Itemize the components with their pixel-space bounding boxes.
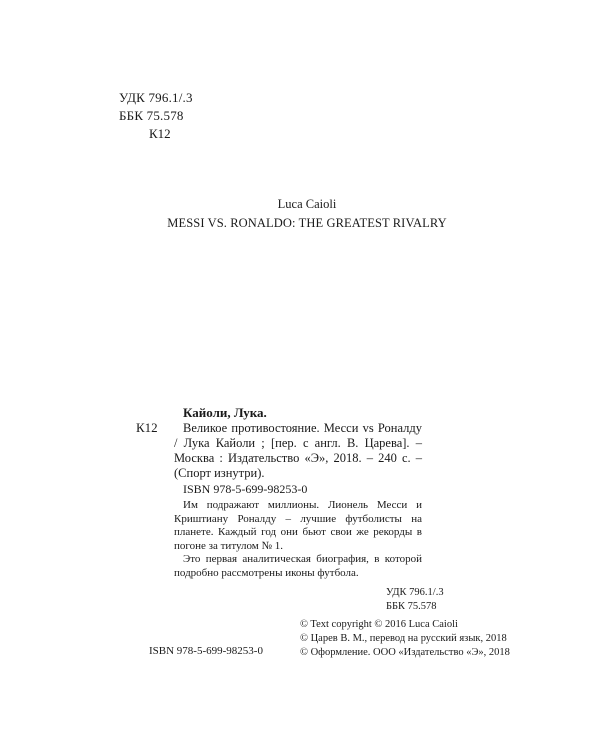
original-title: MESSI VS. RONALDO: THE GREATEST RIVALRY bbox=[167, 216, 447, 230]
copyright-line: © Царев В. М., перевод на русский язык, 2018 bbox=[300, 633, 507, 644]
copyright-block bbox=[300, 618, 510, 660]
original-author: Luca Caioli bbox=[277, 197, 337, 211]
record-isbn: ISBN 978-5-699-98253-0 bbox=[183, 482, 308, 496]
copyright-line: © Оформление. ООО «Издательство «Э», 2018 bbox=[300, 647, 510, 658]
udk-code-bottom: УДК 796.1/.3 bbox=[386, 587, 444, 598]
author-code-record: К12 bbox=[136, 420, 158, 435]
record-description: Великое противостояние. Месси vs Роналду / Лука Кайоли ; [пер. с англ. В. Царева]. – Москва : Издательство «Э», 2018. – 240 с. – (Спорт изнутри). bbox=[174, 421, 422, 480]
copyright-line: © Text copyright © 2016 Luca Caioli bbox=[300, 619, 458, 630]
footer-isbn: ISBN 978-5-699-98253-0 bbox=[149, 645, 263, 657]
bbk-code-bottom: ББК 75.578 bbox=[386, 601, 437, 612]
author-code-top: К12 bbox=[149, 126, 171, 141]
annotation-paragraph: Им подражают миллионы. Лионель Месси и Криштиану Роналду – лучшие футболисты на планете. Каждый год они бьют свои же рекорды в погоне за титулом № 1. bbox=[174, 499, 422, 552]
udk-code-top: УДК 796.1/.3 bbox=[119, 90, 193, 105]
record-author: Кайоли, Лука. bbox=[183, 405, 267, 420]
annotation bbox=[174, 499, 422, 580]
bbk-code-top: ББК 75.578 bbox=[119, 108, 184, 123]
annotation-paragraph: Это первая аналитическая биография, в которой подробно рассмотрены иконы футбола. bbox=[174, 553, 422, 579]
